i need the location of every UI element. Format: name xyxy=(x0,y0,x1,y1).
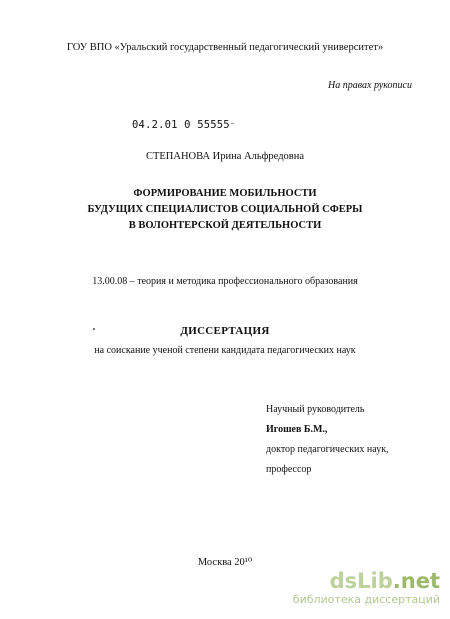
supervisor-role: Научный руководитель xyxy=(266,404,365,415)
document-type: ДИССЕРТАЦИЯ xyxy=(180,325,270,337)
title-line: В ВОЛОНТЕРСКОЙ ДЕЯТЕЛЬНОСТИ xyxy=(128,220,322,231)
supervisor-block xyxy=(266,400,389,480)
registry-stamp xyxy=(132,119,235,131)
watermark-subtitle: библиотека диссертаций xyxy=(292,593,440,606)
supervisor-rank: профессор xyxy=(266,464,312,475)
registry-code: 04.2.01 0 55555 xyxy=(132,119,230,131)
watermark-logo[interactable] xyxy=(293,570,440,592)
watermark-logo-tld: .net xyxy=(392,569,440,593)
title-line: ФОРМИРОВАНИЕ МОБИЛЬНОСТИ xyxy=(133,188,317,199)
registry-code-trail: ⁻ xyxy=(229,121,236,131)
author-name: СТЕПАНОВА Ирина Альфредовна xyxy=(145,151,305,162)
institution-header: ГОУ ВПО «Уральский государственный педагогический университет» xyxy=(66,42,384,53)
city-year: Москва 20¹⁰ xyxy=(197,557,253,568)
degree-line: на соискание ученой степени кандидата педагогических наук xyxy=(94,345,356,356)
specialty-code: 13.00.08 – теория и методика профессионального образования xyxy=(92,276,358,287)
title-line: БУДУЩИХ СПЕЦИАЛИСТОВ СОЦИАЛЬНОЙ СФЕРЫ xyxy=(87,204,363,215)
dissertation-title xyxy=(0,186,450,234)
supervisor-name: Игошев Б.М., xyxy=(266,424,328,435)
watermark-logo-main: dsLib xyxy=(329,569,393,593)
watermark[interactable] xyxy=(293,570,440,606)
rights-note: На правах рукописи xyxy=(328,80,412,91)
supervisor-degree: доктор педагогических наук, xyxy=(266,444,389,455)
